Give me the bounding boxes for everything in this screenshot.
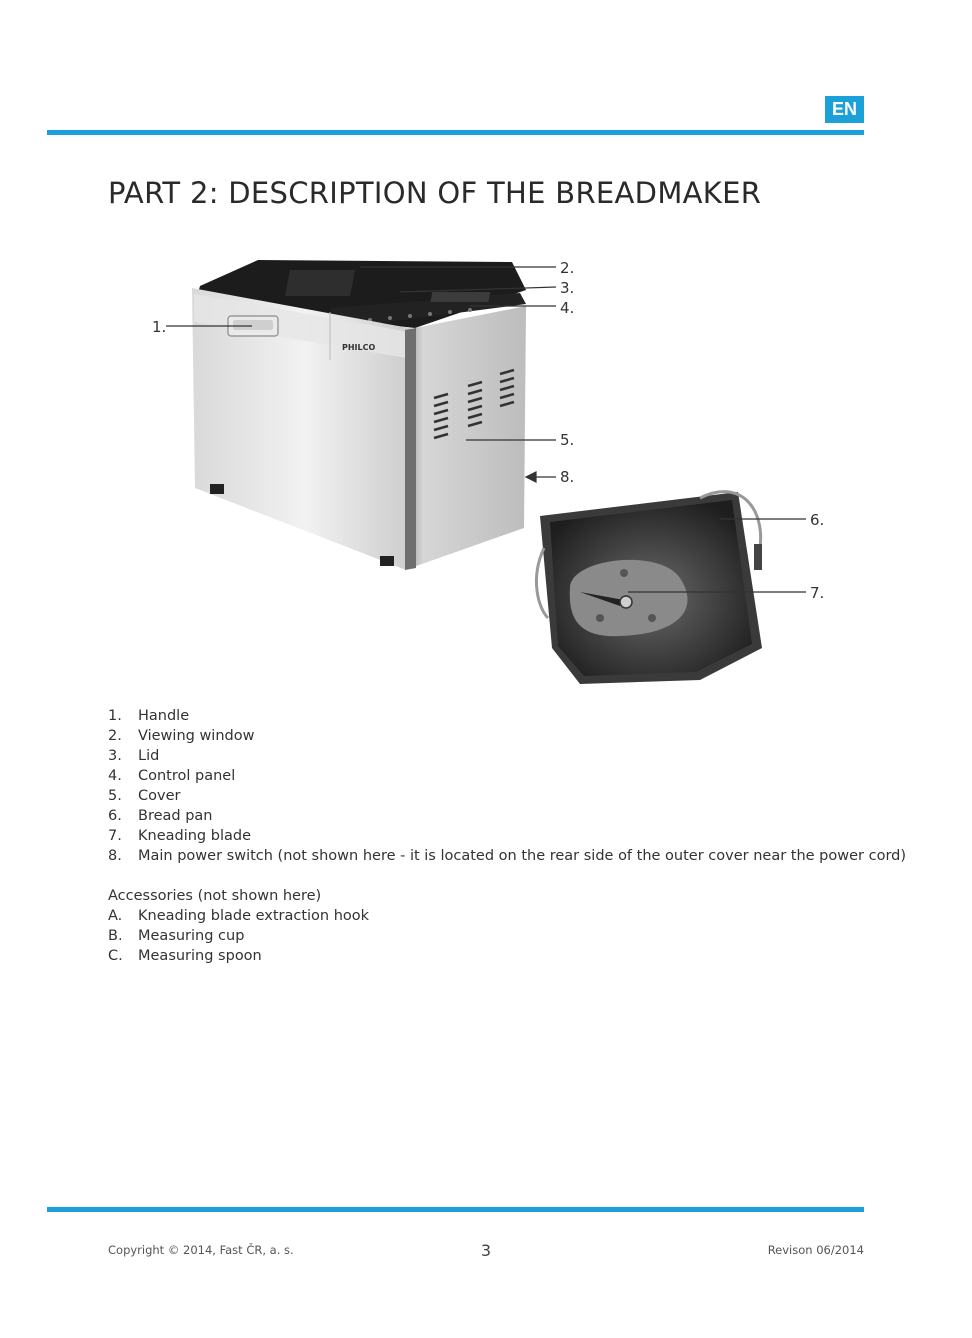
list-item: 3. Lid xyxy=(108,748,160,764)
brand-logo: PHILCO xyxy=(342,343,376,352)
accessories-heading: Accessories (not shown here) xyxy=(108,888,322,904)
callout-2: 2. xyxy=(560,259,575,277)
callout-8: 8. xyxy=(560,468,575,486)
list-item: 2. Viewing window xyxy=(108,728,255,744)
footer-rule xyxy=(47,1207,864,1212)
list-item: 7. Kneading blade xyxy=(108,828,251,844)
footer-revision: Revison 06/2014 xyxy=(767,1243,864,1257)
header-rule xyxy=(47,130,864,135)
bread-pan xyxy=(536,492,762,684)
list-item: 4. Control panel xyxy=(108,768,236,784)
callout-7: 7. xyxy=(810,584,825,602)
list-item: A. Kneading blade extraction hook xyxy=(108,908,370,924)
callout-4: 4. xyxy=(560,299,575,317)
footer-copyright: Copyright © 2014, Fast ČR, a. s. xyxy=(108,1243,294,1257)
list-item: 8. Main power switch (not shown here - it is located on the rear side of the outer cover near the power cord) xyxy=(108,848,907,864)
callout-6: 6. xyxy=(810,511,825,529)
language-badge: EN xyxy=(825,96,864,123)
list-item: C. Measuring spoon xyxy=(108,948,262,964)
breadmaker-illustration xyxy=(140,248,860,688)
list-item: 1. Handle xyxy=(108,708,190,724)
callout-5: 5. xyxy=(560,431,575,449)
breadmaker-figure xyxy=(140,248,860,688)
parts-description xyxy=(108,706,907,966)
page-number: 3 xyxy=(480,1241,492,1260)
list-item: B. Measuring cup xyxy=(108,928,245,944)
list-item: 5. Cover xyxy=(108,788,181,804)
accessories-list xyxy=(108,906,898,966)
callout-3: 3. xyxy=(560,279,575,297)
page-title: PART 2: DESCRIPTION OF THE BREADMAKER xyxy=(108,176,762,210)
list-item: 6. Bread pan xyxy=(108,808,213,824)
parts-list xyxy=(108,706,907,866)
callout-1: 1. xyxy=(152,318,167,336)
